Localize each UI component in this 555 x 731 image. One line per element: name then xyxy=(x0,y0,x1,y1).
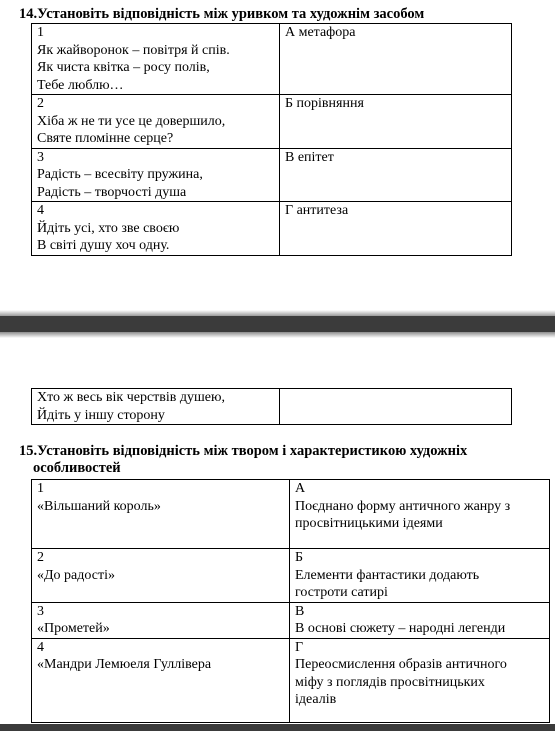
excerpt-line: Радість – творчості душа xyxy=(37,184,187,200)
excerpt-cell xyxy=(32,202,280,256)
excerpt-cell xyxy=(32,24,280,95)
feature-line: В основі сюжету – народні легенди xyxy=(295,621,506,636)
work-title: «Прометей» xyxy=(37,621,110,636)
item-number: 1 xyxy=(37,481,44,496)
option-letter: А xyxy=(295,481,306,496)
work-title: «Вільшаний король» xyxy=(37,498,161,514)
excerpt-line: Святе пломінне серце? xyxy=(37,131,174,146)
table-row xyxy=(32,638,550,722)
excerpt-line: Як жайворонок – повітря й спів. xyxy=(37,42,230,58)
page-break xyxy=(0,316,555,332)
work-cell xyxy=(32,549,290,603)
table-row xyxy=(32,148,512,202)
table-row xyxy=(32,480,550,549)
excerpt-line: Як чиста квітка – росу полів, xyxy=(37,60,210,75)
option-letter: В xyxy=(295,603,305,619)
feature-cell xyxy=(290,480,550,549)
option-cell xyxy=(280,95,512,149)
excerpt-cell xyxy=(32,95,280,149)
excerpt-line: В світі душу хоч одну. xyxy=(37,238,170,253)
option-label: Г антитеза xyxy=(285,203,349,218)
excerpt-line: Радість – всесвіту пружина, xyxy=(37,167,203,182)
feature-line: ідеалів xyxy=(295,692,337,707)
work-title: «До радості» xyxy=(37,567,115,583)
table-row xyxy=(32,202,512,256)
option-letter: Б xyxy=(295,550,304,565)
item-number: 4 xyxy=(37,639,44,655)
table-row xyxy=(32,389,512,425)
option-label: А метафора xyxy=(285,25,356,40)
option-letter: Г xyxy=(295,639,304,655)
table-row xyxy=(32,549,550,603)
excerpt-line: Йдіть у іншу сторону xyxy=(37,407,165,423)
feature-cell xyxy=(290,602,550,638)
item-number: 2 xyxy=(37,550,44,565)
table-row xyxy=(32,95,512,149)
question-15-title xyxy=(19,443,467,477)
excerpt-line: Хто ж весь вік черствів душею, xyxy=(37,390,225,405)
work-cell xyxy=(32,638,290,722)
feature-line: міфу з поглядів просвітницьких xyxy=(295,674,485,690)
excerpt-line: Хіба ж не ти усе це довершило, xyxy=(37,113,226,129)
option-label: В епітет xyxy=(285,149,334,165)
excerpt-cell xyxy=(32,148,280,202)
item-number: 3 xyxy=(37,149,44,165)
item-number: 4 xyxy=(37,203,44,218)
excerpt-cell xyxy=(32,389,280,425)
feature-line: Переосмислення образів античного xyxy=(295,657,507,672)
question-15-table xyxy=(31,479,550,723)
table-row xyxy=(32,602,550,638)
feature-line: гостроти сатирі xyxy=(295,585,388,600)
work-cell xyxy=(32,602,290,638)
question-14-table-continuation xyxy=(31,388,512,425)
excerpt-line: Йдіть усі, хто зве своєю xyxy=(37,220,180,236)
option-label: Б порівняння xyxy=(285,96,364,111)
feature-line: Поєднано форму античного жанру з xyxy=(295,498,511,514)
table-row xyxy=(32,24,512,95)
item-number: 1 xyxy=(37,25,44,40)
question-15-title-line: особливостей xyxy=(33,460,121,476)
feature-cell xyxy=(290,549,550,603)
option-cell xyxy=(280,24,512,95)
option-cell xyxy=(280,148,512,202)
work-title: «Мандри Лемюеля Гуллівера xyxy=(37,657,212,672)
item-number: 3 xyxy=(37,603,44,619)
item-number: 2 xyxy=(37,96,44,111)
question-15-title-line: 15.Установіть відповідність між твором і характеристикою художніх xyxy=(19,443,468,459)
page-bottom-bar xyxy=(0,724,555,731)
feature-line: Елементи фантастики додають xyxy=(295,567,480,583)
option-cell xyxy=(280,202,512,256)
excerpt-line: Тебе люблю… xyxy=(37,77,124,93)
work-cell xyxy=(32,480,290,549)
feature-cell xyxy=(290,638,550,722)
question-14-title: 14.Установіть відповідність між уривком та художнім засобом xyxy=(19,6,425,22)
page-break-shadow xyxy=(0,332,555,338)
question-14-table xyxy=(31,23,512,256)
option-cell xyxy=(280,389,512,425)
feature-line: просвітницькими ідеями xyxy=(295,516,443,531)
